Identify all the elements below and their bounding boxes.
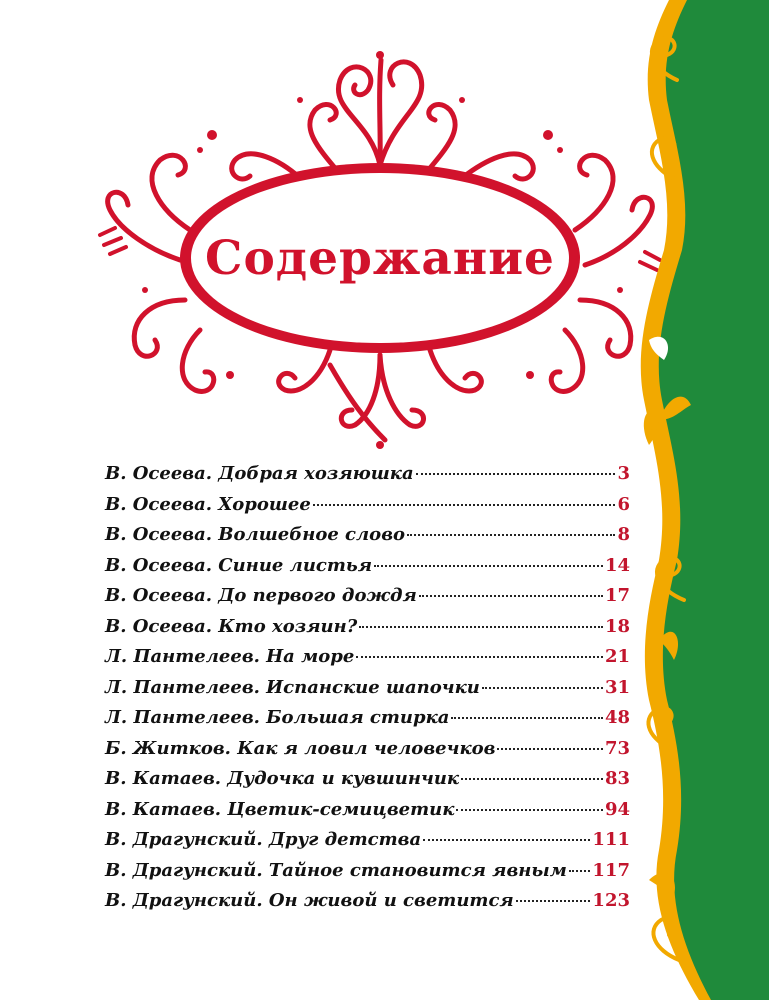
toc-entry[interactable] bbox=[105, 829, 630, 860]
toc-entry-page: 17 bbox=[604, 585, 630, 606]
toc-entry[interactable] bbox=[105, 768, 630, 799]
toc-entry-page: 117 bbox=[592, 859, 630, 881]
toc-entry-page: 48 bbox=[604, 707, 630, 728]
toc-entry-title: В. Драгунский. Друг детства bbox=[105, 829, 422, 850]
dot-leader bbox=[497, 748, 602, 750]
toc-entry-title: Л. Пантелеев. Большая стирка bbox=[105, 707, 450, 728]
toc-entry[interactable] bbox=[105, 738, 630, 769]
toc-entry-page: 73 bbox=[604, 737, 630, 759]
dot-leader bbox=[374, 565, 603, 567]
page-title: Содержание bbox=[205, 230, 555, 286]
dot-leader bbox=[461, 778, 603, 780]
toc-entry-title: В. Драгунский. Он живой и светится bbox=[105, 890, 514, 911]
toc-entry[interactable] bbox=[105, 494, 630, 525]
toc-entry[interactable] bbox=[105, 860, 630, 891]
toc-entry[interactable] bbox=[105, 646, 630, 677]
toc-entry-title: В. Осеева. Волшебное слово bbox=[105, 524, 406, 545]
toc-entry-title: Л. Пантелеев. На море bbox=[105, 646, 355, 667]
toc-entry-title: В. Осеева. Хорошее bbox=[105, 493, 311, 515]
table-of-contents bbox=[105, 463, 630, 921]
toc-entry-page: 14 bbox=[604, 554, 630, 576]
toc-entry-title: Л. Пантелеев. Испанские шапочки bbox=[105, 676, 480, 698]
toc-entry[interactable] bbox=[105, 585, 630, 616]
dot-leader bbox=[516, 900, 591, 902]
toc-entry-title: В. Катаев. Дудочка и кувшинчик bbox=[105, 768, 460, 789]
toc-entry-page: 111 bbox=[592, 829, 630, 850]
toc-entry-title: В. Осеева. Добрая хозяюшка bbox=[105, 463, 414, 484]
toc-entry-page: 123 bbox=[592, 890, 630, 911]
toc-entry-page: 6 bbox=[617, 493, 630, 515]
toc-entry-page: 18 bbox=[604, 615, 630, 637]
toc-entry-title: В. Осеева. Синие листья bbox=[105, 554, 373, 576]
toc-entry-page: 83 bbox=[604, 768, 630, 789]
toc-entry-page: 31 bbox=[604, 676, 630, 698]
dot-leader bbox=[313, 504, 616, 506]
dot-leader bbox=[451, 717, 603, 719]
dot-leader bbox=[356, 656, 603, 658]
dot-leader bbox=[456, 809, 603, 811]
toc-entry[interactable] bbox=[105, 463, 630, 494]
toc-entry[interactable] bbox=[105, 555, 630, 586]
toc-entry[interactable] bbox=[105, 890, 630, 921]
toc-entry-page: 8 bbox=[617, 524, 630, 545]
toc-entry[interactable] bbox=[105, 524, 630, 555]
decorative-border bbox=[629, 0, 769, 1000]
toc-entry-title: В. Драгунский. Тайное становится явным bbox=[105, 859, 567, 881]
toc-entry-title: В. Осеева. Кто хозяин? bbox=[105, 615, 358, 637]
toc-entry[interactable] bbox=[105, 707, 630, 738]
toc-entry-page: 21 bbox=[604, 646, 630, 667]
toc-entry-title: Б. Житков. Как я ловил человечков bbox=[105, 737, 496, 759]
dot-leader bbox=[419, 595, 603, 597]
dot-leader bbox=[407, 534, 615, 536]
toc-entry[interactable] bbox=[105, 616, 630, 647]
toc-entry-page: 3 bbox=[617, 463, 630, 484]
toc-entry[interactable] bbox=[105, 677, 630, 708]
toc-entry-title: В. Катаев. Цветик-семицветик bbox=[105, 798, 455, 820]
dot-leader bbox=[482, 687, 603, 689]
dot-leader bbox=[423, 839, 590, 841]
dot-leader bbox=[359, 626, 603, 628]
dot-leader bbox=[416, 473, 616, 475]
toc-entry[interactable] bbox=[105, 799, 630, 830]
dot-leader bbox=[569, 870, 591, 872]
toc-entry-page: 94 bbox=[604, 798, 630, 820]
toc-entry-title: В. Осеева. До первого дождя bbox=[105, 585, 417, 606]
